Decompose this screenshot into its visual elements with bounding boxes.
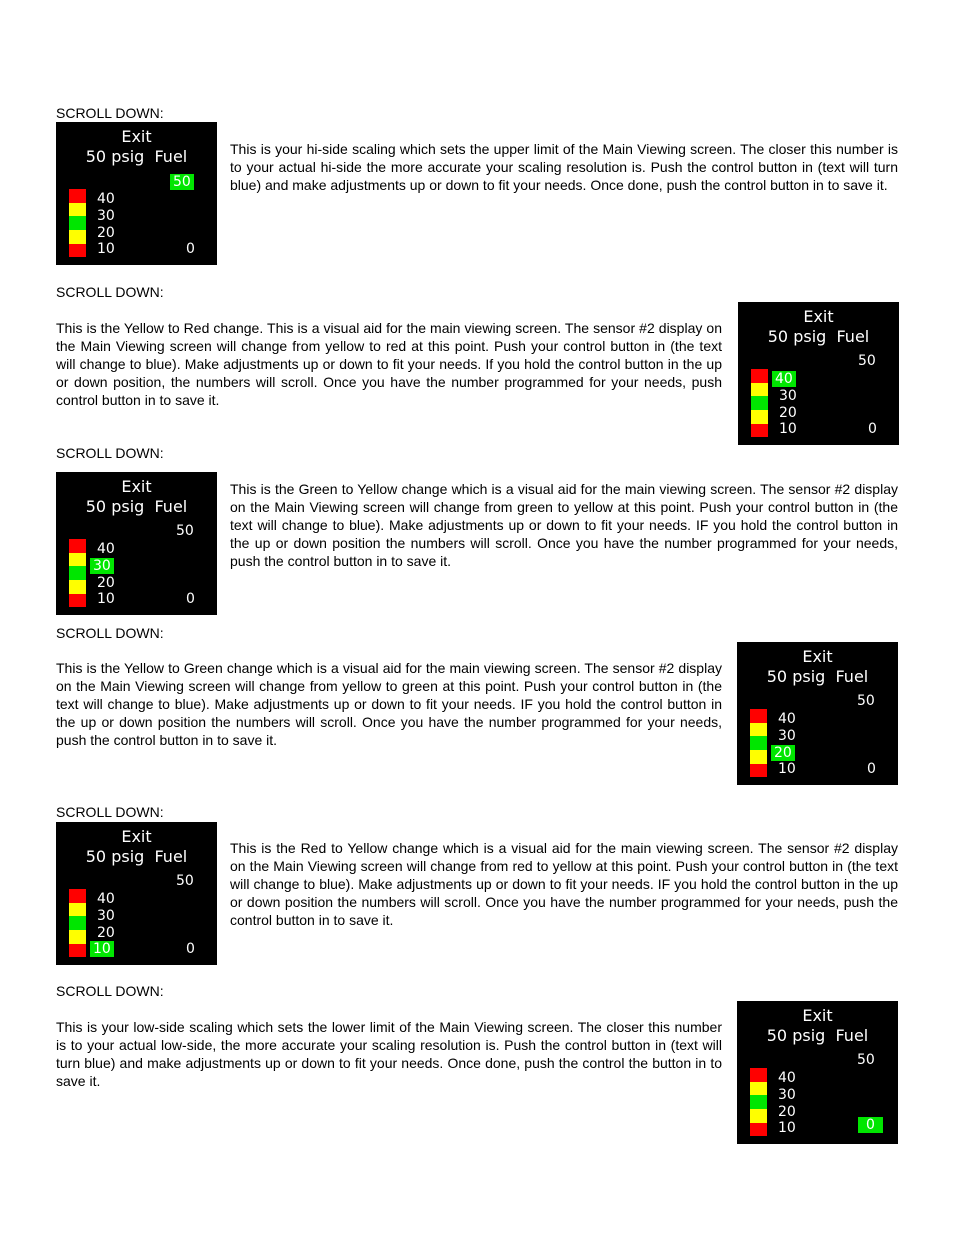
- color-bar-segment-yellow: [69, 580, 86, 594]
- color-bar-segment-red: [69, 944, 86, 957]
- section-3-screen: [56, 472, 217, 615]
- screen-fluid-label: Fuel: [154, 147, 188, 166]
- color-bar-segment-red: [750, 1123, 767, 1136]
- screen-pressure-label: 50 psig: [766, 1026, 826, 1045]
- color-bar-segment-red: [750, 1068, 767, 1082]
- section-2-text: This is the Yellow to Red change. This is a visual aid for the main viewing screen. The sensor #2 display on the Main Viewing screen will change from yellow to red at this point. Push your control button in (the text will change to blue). Make adjustments up or down to fit your needs. If you hold the control button in the up or down position, the numbers will scroll. Once you have the number programmed for your needs, push control button in to save it.: [56, 320, 722, 408]
- color-bar-segment-yellow: [69, 930, 86, 944]
- screen-level-40: 40: [778, 711, 796, 727]
- section-4-heading: SCROLL DOWN:: [56, 625, 164, 641]
- color-bar-segment-green: [69, 566, 86, 580]
- screen-level-20: 20: [97, 225, 115, 241]
- screen-level-10: 10: [97, 241, 115, 257]
- screen-title: [737, 668, 898, 686]
- color-bar-segment-yellow: [751, 383, 768, 396]
- screen-fluid-label: Fuel: [836, 327, 870, 346]
- color-bar-segment-red: [69, 889, 86, 903]
- color-bar-segment-red: [69, 594, 86, 607]
- screen-min-value: 0: [186, 591, 195, 607]
- section-4-screen: [737, 642, 898, 785]
- screen-pressure-label: 50 psig: [766, 667, 826, 686]
- section-6-text: This is your low-side scaling which sets the lower limit of the Main Viewing screen. The closer this number is to your actual low-side, the more accurate your scaling resolution is. Push the control button in (text will turn blue) and make adjustments up or down to fit your needs. Once done, push the control the button in to save it.: [56, 1019, 722, 1089]
- screen-level-30: 30: [779, 388, 797, 404]
- screen-fluid-label: Fuel: [835, 667, 869, 686]
- screen-level-10: 10: [778, 761, 796, 777]
- screen-pressure-label: 50 psig: [85, 147, 145, 166]
- screen-fluid-label: Fuel: [835, 1026, 869, 1045]
- screen-level-10: 10: [90, 941, 114, 957]
- screen-title: [738, 328, 899, 346]
- color-bar-segment-red: [750, 709, 767, 723]
- screen-level-20: 20: [97, 575, 115, 591]
- color-bar-segment-red: [751, 424, 768, 437]
- screen-min-value: 0: [186, 941, 195, 957]
- section-2-heading: SCROLL DOWN:: [56, 284, 164, 300]
- screen-min-value: 0: [858, 1117, 883, 1133]
- color-bar-segment-green: [750, 1095, 767, 1109]
- screen-pressure-label: 50 psig: [767, 327, 827, 346]
- color-bar: [750, 709, 767, 777]
- screen-exit-label: Exit: [802, 647, 833, 666]
- section-1-heading: SCROLL DOWN:: [56, 105, 164, 121]
- screen-title: [56, 498, 217, 516]
- color-bar: [750, 1068, 767, 1136]
- color-bar-segment-yellow: [750, 1082, 767, 1095]
- color-bar-segment-yellow: [751, 410, 768, 424]
- screen-max-value: 50: [858, 353, 876, 369]
- color-bar: [751, 369, 768, 437]
- screen-pressure-label: 50 psig: [85, 847, 145, 866]
- screen-level-10: 10: [779, 421, 797, 437]
- screen-exit-label: Exit: [803, 307, 834, 326]
- screen-min-value: 0: [868, 421, 877, 437]
- section-2-screen: [738, 302, 899, 445]
- screen-title: [737, 1027, 898, 1045]
- screen-level-40: 40: [97, 891, 115, 907]
- screen-exit-label: Exit: [121, 127, 152, 146]
- section-5-heading: SCROLL DOWN:: [56, 804, 164, 820]
- color-bar: [69, 189, 86, 257]
- screen-pressure-label: 50 psig: [85, 497, 145, 516]
- screen-max-value: 50: [170, 174, 194, 190]
- screen-exit-label: Exit: [121, 827, 152, 846]
- color-bar-segment-red: [69, 539, 86, 553]
- section-5-screen: [56, 822, 217, 965]
- color-bar-segment-green: [751, 396, 768, 410]
- color-bar-segment-yellow: [69, 203, 86, 216]
- section-3-heading: SCROLL DOWN:: [56, 445, 164, 461]
- color-bar-segment-green: [69, 216, 86, 230]
- section-6-screen: [737, 1001, 898, 1144]
- color-bar-segment-green: [750, 736, 767, 750]
- color-bar-segment-red: [69, 244, 86, 257]
- screen-level-20: 20: [771, 745, 795, 761]
- screen-exit-label: Exit: [802, 1006, 833, 1025]
- color-bar-segment-red: [750, 764, 767, 777]
- color-bar: [69, 539, 86, 607]
- color-bar-segment-yellow: [750, 750, 767, 764]
- screen-max-value: 50: [176, 873, 194, 889]
- section-1-screen: [56, 122, 217, 265]
- screen-min-value: 0: [867, 761, 876, 777]
- screen-max-value: 50: [857, 693, 875, 709]
- section-5-text: This is the Red to Yellow change which is a visual aid for the main viewing screen. The sensor #2 display on the Main Viewing screen will change from red to yellow at this point. Push your control button in (the text will change to blue). Make adjustments up or down to fit your needs. IF you hold the control button in the up or down position the numbers will scroll. Once you have the number programmed for your needs, push the control button in to save it.: [230, 840, 898, 928]
- screen-level-40: 40: [772, 371, 796, 387]
- screen-title: [56, 148, 217, 166]
- screen-level-30: 30: [97, 908, 115, 924]
- section-1-text: This is your hi-side scaling which sets the upper limit of the Main Viewing screen. The closer this number is to your actual hi-side the more accurate your scaling resolution is. Push the control button in (text will turn blue) and make adjustments up or down to fit your needs. Once done, push the control button in to save it.: [230, 141, 898, 193]
- screen-level-20: 20: [97, 925, 115, 941]
- screen-fluid-label: Fuel: [154, 847, 188, 866]
- screen-level-10: 10: [97, 591, 115, 607]
- screen-level-40: 40: [97, 541, 115, 557]
- color-bar-segment-yellow: [69, 903, 86, 916]
- color-bar-segment-red: [69, 189, 86, 203]
- screen-level-30: 30: [778, 728, 796, 744]
- screen-fluid-label: Fuel: [154, 497, 188, 516]
- screen-level-30: 30: [90, 558, 114, 574]
- screen-level-20: 20: [779, 405, 797, 421]
- screen-exit-label: Exit: [121, 477, 152, 496]
- screen-level-40: 40: [97, 191, 115, 207]
- color-bar-segment-yellow: [69, 553, 86, 566]
- color-bar-segment-red: [751, 369, 768, 383]
- color-bar-segment-yellow: [69, 230, 86, 244]
- screen-level-30: 30: [97, 208, 115, 224]
- color-bar-segment-yellow: [750, 1109, 767, 1123]
- color-bar: [69, 889, 86, 957]
- color-bar-segment-yellow: [750, 723, 767, 736]
- screen-title: [56, 848, 217, 866]
- screen-level-10: 10: [778, 1120, 796, 1136]
- color-bar-segment-green: [69, 916, 86, 930]
- section-6-heading: SCROLL DOWN:: [56, 983, 164, 999]
- screen-level-40: 40: [778, 1070, 796, 1086]
- screen-level-30: 30: [778, 1087, 796, 1103]
- screen-min-value: 0: [186, 241, 195, 257]
- screen-level-20: 20: [778, 1104, 796, 1120]
- section-4-text: This is the Yellow to Green change which is a visual aid for the main viewing screen. The sensor #2 display on the Main Viewing screen will change from yellow to green at this point. Push your control button in (the text will change to blue). Make adjustments up or down to fit your needs. IF you hold the control button in the up or down position the numbers will scroll. Once you have the number programmed for your needs, push the control button in to save it.: [56, 660, 722, 748]
- section-3-text: This is the Green to Yellow change which is a visual aid for the main viewing screen. The sensor #2 display on the Main Viewing screen will change from green to yellow at this point. Push your control button in (the text will change to blue). Make adjustments up or down to fit your needs. IF you hold the control button in the up or down position the numbers will scroll. Once you have the number programmed for your needs, push the control button in to save it.: [230, 481, 898, 569]
- screen-max-value: 50: [857, 1052, 875, 1068]
- screen-max-value: 50: [176, 523, 194, 539]
